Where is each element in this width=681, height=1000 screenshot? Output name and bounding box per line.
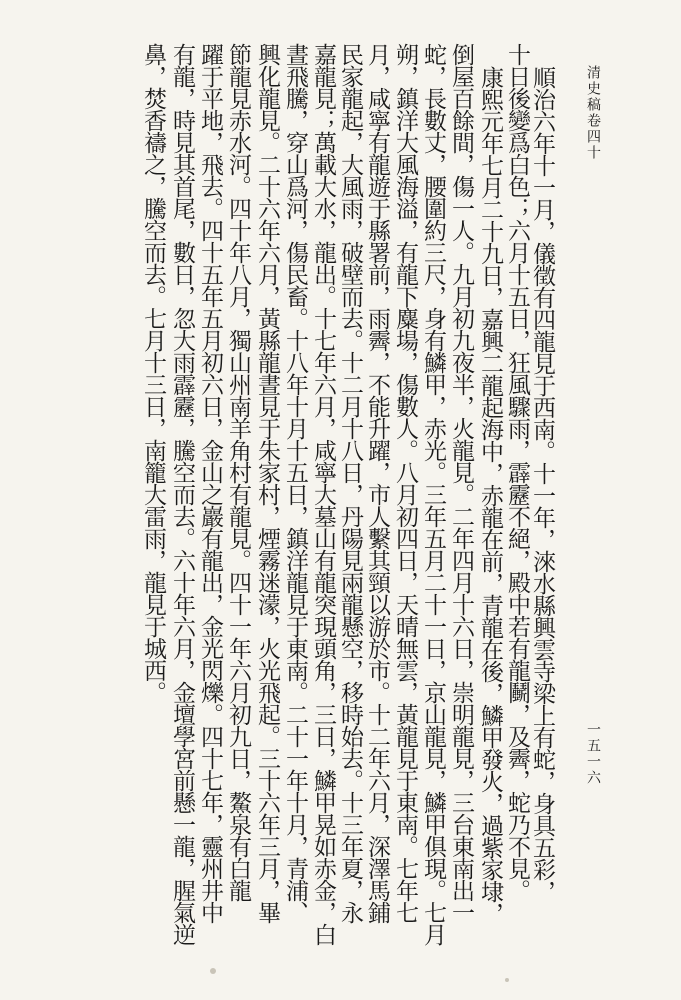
text-column-14: 有龍，時見其首尾，數日，忽大雨霹靂，騰空而去。六十年六月，金壇學宮前懸一龍，腥氣逆 [169,43,195,945]
text-column-6: 朔，鎮洋大風海溢，有龍下麋場，傷數人。八月初四日，天晴無雲，黃龍見于東南。七年七 [392,43,418,923]
text-column-4: 倒屋百餘間，傷一人。九月初九夜半，火龍見。二年四月十六日，崇明龍見，三台東南出一 [448,43,474,923]
text-column-15: 鼻，焚香禱之，騰空而去。七月十三日，南籠大雷雨，龍見于城西。 [140,43,166,703]
paper-speck [210,968,216,974]
text-column-5: 蛇，長數丈，腰圍約三尺，身有鱗甲，赤光。三年五月二十一日，京山龍見，鱗甲俱現。七月 [420,43,446,945]
text-column-9: 嘉龍見；萬載大水，龍出。十七年六月，咸寧大墓山有龍突現頭角，三日，鱗甲晃如赤金，白 [310,43,336,945]
text-column-12: 節龍見赤水河。四十年八月，獨山州南羊角村有龍見。四十一年六月初九日，鰲泉有白龍 [225,43,251,901]
text-column-10: 晝飛騰，穿山爲河，傷民畜。十八年十月十五日，鎮洋龍見于東南。二十一年十月，青浦、 [282,43,308,923]
page-number: 一五一六 [585,722,601,786]
text-column-3: 康熙元年七月二十九日，嘉興二龍起海中，赤龍在前，青龍在後，鱗甲發火，過紫家埭， [477,66,503,924]
text-column-13: 躍于平地，飛去。四十五年五月初六日，金山之巖有龍出，金光閃爍。四十七年，靈州井中 [197,43,223,923]
book-title: 清史稿卷四十 [585,65,601,161]
paper-speck [505,978,509,982]
text-column-1: 順治六年十一月，儀徵有四龍見于西南。十一年，淶水縣興雲寺梁上有蛇，身具五彩， [529,66,555,902]
text-column-11: 興化龍見。二十六年六月，黃縣龍晝見于朱家村，煙霧迷濛，火光飛起。三十六年三月，畢 [254,43,280,923]
text-column-8: 民家龍起，大風雨，破壁而去。十二月十八日，丹陽見兩龍懸空，移時始去。十三年夏，永 [337,43,363,923]
text-column-2: 十日後變爲白色；六月十五日，狂風驟雨，霹靂不絕，殿中若有龍鬭，及霽，蛇乃不見。 [504,43,530,901]
text-column-7: 月，咸寧有龍遊于縣署前，雨霽，不能升躍，市人繫其頸以游於市。十二年六月，深澤馬鋪 [364,43,390,923]
